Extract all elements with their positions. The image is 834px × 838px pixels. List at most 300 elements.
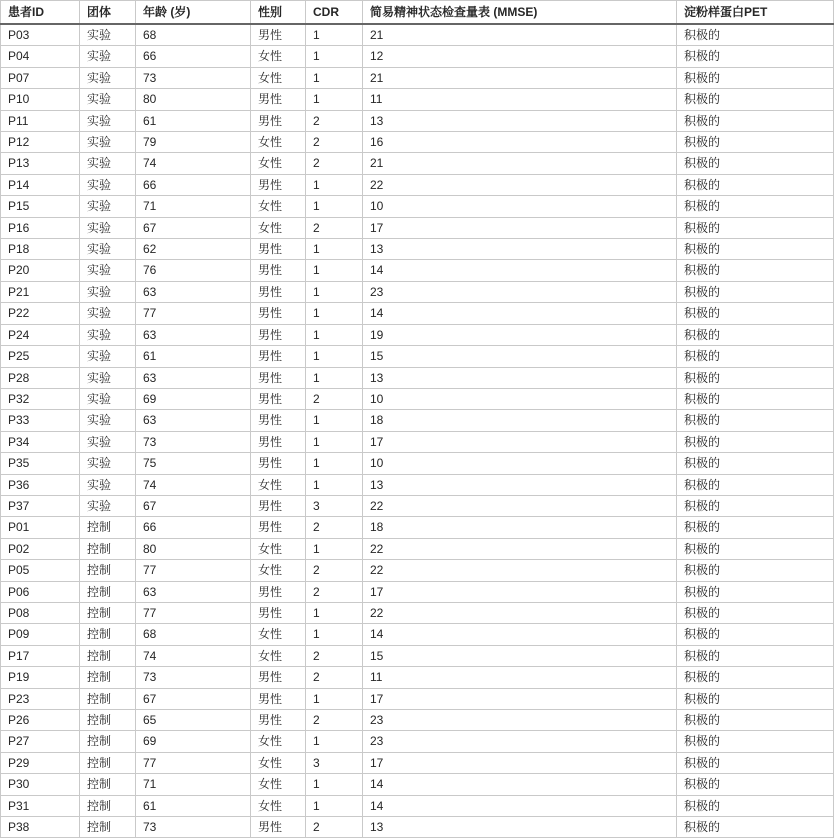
cell-age: 71 xyxy=(136,774,251,795)
table-row xyxy=(1,110,834,131)
cell-age: 66 xyxy=(136,517,251,538)
cell-patient-id: P13 xyxy=(1,153,80,174)
table-row xyxy=(1,217,834,238)
cell-sex: 女性 xyxy=(251,474,306,495)
cell-cdr: 2 xyxy=(306,560,363,581)
cell-sex: 男性 xyxy=(251,239,306,260)
cell-amyloid-pet: 积极的 xyxy=(677,239,834,260)
cell-amyloid-pet: 积极的 xyxy=(677,24,834,46)
cell-mmse: 23 xyxy=(363,710,677,731)
cell-patient-id: P08 xyxy=(1,602,80,623)
cell-patient-id: P29 xyxy=(1,752,80,773)
cell-age: 77 xyxy=(136,602,251,623)
cell-group: 实验 xyxy=(80,281,136,302)
cell-patient-id: P16 xyxy=(1,217,80,238)
cell-mmse: 14 xyxy=(363,795,677,816)
cell-sex: 女性 xyxy=(251,752,306,773)
cell-sex: 女性 xyxy=(251,731,306,752)
cell-amyloid-pet: 积极的 xyxy=(677,217,834,238)
cell-sex: 男性 xyxy=(251,688,306,709)
cell-patient-id: P21 xyxy=(1,281,80,302)
cell-patient-id: P14 xyxy=(1,174,80,195)
cell-sex: 女性 xyxy=(251,560,306,581)
cell-mmse: 13 xyxy=(363,367,677,388)
cell-cdr: 1 xyxy=(306,431,363,452)
cell-mmse: 13 xyxy=(363,239,677,260)
table-row xyxy=(1,324,834,345)
table-row xyxy=(1,410,834,431)
cell-amyloid-pet: 积极的 xyxy=(677,110,834,131)
table-row xyxy=(1,624,834,645)
cell-mmse: 13 xyxy=(363,474,677,495)
cell-age: 74 xyxy=(136,474,251,495)
cell-mmse: 21 xyxy=(363,67,677,88)
cell-sex: 女性 xyxy=(251,196,306,217)
cell-age: 63 xyxy=(136,281,251,302)
cell-mmse: 22 xyxy=(363,174,677,195)
cell-cdr: 1 xyxy=(306,774,363,795)
cell-age: 74 xyxy=(136,645,251,666)
cell-group: 实验 xyxy=(80,110,136,131)
cell-sex: 男性 xyxy=(251,324,306,345)
cell-mmse: 12 xyxy=(363,46,677,67)
cell-patient-id: P24 xyxy=(1,324,80,345)
table-row xyxy=(1,517,834,538)
cell-age: 68 xyxy=(136,24,251,46)
cell-group: 实验 xyxy=(80,367,136,388)
cell-group: 控制 xyxy=(80,774,136,795)
cell-cdr: 2 xyxy=(306,153,363,174)
cell-group: 实验 xyxy=(80,153,136,174)
table-row xyxy=(1,581,834,602)
cell-sex: 男性 xyxy=(251,303,306,324)
cell-amyloid-pet: 积极的 xyxy=(677,560,834,581)
cell-age: 80 xyxy=(136,89,251,110)
cell-mmse: 18 xyxy=(363,410,677,431)
cell-cdr: 1 xyxy=(306,174,363,195)
table-row xyxy=(1,174,834,195)
cell-amyloid-pet: 积极的 xyxy=(677,89,834,110)
cell-mmse: 19 xyxy=(363,324,677,345)
cell-mmse: 22 xyxy=(363,538,677,559)
cell-age: 61 xyxy=(136,795,251,816)
table-row xyxy=(1,752,834,773)
cell-cdr: 1 xyxy=(306,731,363,752)
table-row xyxy=(1,388,834,409)
cell-patient-id: P19 xyxy=(1,667,80,688)
table-row xyxy=(1,710,834,731)
cell-cdr: 1 xyxy=(306,24,363,46)
cell-age: 77 xyxy=(136,752,251,773)
cell-cdr: 2 xyxy=(306,110,363,131)
cell-age: 61 xyxy=(136,346,251,367)
cell-age: 68 xyxy=(136,624,251,645)
cell-group: 实验 xyxy=(80,453,136,474)
cell-group: 实验 xyxy=(80,217,136,238)
cell-cdr: 1 xyxy=(306,367,363,388)
cell-sex: 男性 xyxy=(251,24,306,46)
cell-cdr: 2 xyxy=(306,581,363,602)
table-row xyxy=(1,474,834,495)
cell-mmse: 23 xyxy=(363,731,677,752)
cell-cdr: 1 xyxy=(306,795,363,816)
cell-mmse: 22 xyxy=(363,560,677,581)
table-row xyxy=(1,817,834,838)
cell-mmse: 10 xyxy=(363,453,677,474)
cell-group: 实验 xyxy=(80,388,136,409)
table-row xyxy=(1,89,834,110)
table-row xyxy=(1,667,834,688)
table-row xyxy=(1,688,834,709)
cell-cdr: 1 xyxy=(306,324,363,345)
table-row xyxy=(1,132,834,153)
cell-age: 73 xyxy=(136,817,251,838)
cell-group: 实验 xyxy=(80,324,136,345)
cell-group: 控制 xyxy=(80,731,136,752)
cell-age: 74 xyxy=(136,153,251,174)
cell-sex: 男性 xyxy=(251,410,306,431)
cell-cdr: 1 xyxy=(306,239,363,260)
table-row xyxy=(1,153,834,174)
cell-group: 实验 xyxy=(80,174,136,195)
cell-amyloid-pet: 积极的 xyxy=(677,46,834,67)
cell-group: 实验 xyxy=(80,431,136,452)
cell-mmse: 21 xyxy=(363,24,677,46)
cell-sex: 男性 xyxy=(251,346,306,367)
cell-cdr: 1 xyxy=(306,260,363,281)
table-body xyxy=(1,24,834,838)
column-header-mmse: 简易精神状态检查量表 (MMSE) xyxy=(363,1,677,25)
cell-mmse: 10 xyxy=(363,196,677,217)
cell-group: 实验 xyxy=(80,239,136,260)
table-row xyxy=(1,24,834,46)
table-row xyxy=(1,453,834,474)
cell-age: 71 xyxy=(136,196,251,217)
cell-patient-id: P15 xyxy=(1,196,80,217)
cell-age: 63 xyxy=(136,324,251,345)
cell-age: 66 xyxy=(136,174,251,195)
table-row xyxy=(1,239,834,260)
cell-mmse: 22 xyxy=(363,495,677,516)
cell-group: 控制 xyxy=(80,710,136,731)
cell-sex: 男性 xyxy=(251,174,306,195)
table-row xyxy=(1,303,834,324)
cell-cdr: 1 xyxy=(306,89,363,110)
cell-patient-id: P28 xyxy=(1,367,80,388)
cell-amyloid-pet: 积极的 xyxy=(677,774,834,795)
cell-cdr: 2 xyxy=(306,645,363,666)
cell-patient-id: P26 xyxy=(1,710,80,731)
cell-amyloid-pet: 积极的 xyxy=(677,538,834,559)
cell-cdr: 1 xyxy=(306,624,363,645)
cell-amyloid-pet: 积极的 xyxy=(677,602,834,623)
column-header-patient-id: 患者ID xyxy=(1,1,80,25)
cell-sex: 男性 xyxy=(251,431,306,452)
cell-patient-id: P12 xyxy=(1,132,80,153)
table-row xyxy=(1,538,834,559)
cell-patient-id: P11 xyxy=(1,110,80,131)
cell-patient-id: P20 xyxy=(1,260,80,281)
cell-amyloid-pet: 积极的 xyxy=(677,67,834,88)
cell-amyloid-pet: 积极的 xyxy=(677,388,834,409)
cell-patient-id: P22 xyxy=(1,303,80,324)
cell-group: 实验 xyxy=(80,346,136,367)
cell-amyloid-pet: 积极的 xyxy=(677,132,834,153)
cell-mmse: 13 xyxy=(363,817,677,838)
cell-mmse: 17 xyxy=(363,688,677,709)
cell-age: 66 xyxy=(136,46,251,67)
cell-age: 69 xyxy=(136,731,251,752)
cell-age: 63 xyxy=(136,581,251,602)
cell-sex: 男性 xyxy=(251,667,306,688)
cell-mmse: 15 xyxy=(363,645,677,666)
table-row xyxy=(1,346,834,367)
cell-mmse: 10 xyxy=(363,388,677,409)
table-row xyxy=(1,67,834,88)
cell-mmse: 14 xyxy=(363,303,677,324)
cell-group: 实验 xyxy=(80,46,136,67)
cell-amyloid-pet: 积极的 xyxy=(677,474,834,495)
cell-patient-id: P25 xyxy=(1,346,80,367)
cell-age: 63 xyxy=(136,367,251,388)
cell-sex: 女性 xyxy=(251,645,306,666)
table-row xyxy=(1,795,834,816)
cell-sex: 女性 xyxy=(251,538,306,559)
cell-mmse: 16 xyxy=(363,132,677,153)
cell-cdr: 2 xyxy=(306,217,363,238)
cell-amyloid-pet: 积极的 xyxy=(677,817,834,838)
cell-patient-id: P10 xyxy=(1,89,80,110)
cell-group: 实验 xyxy=(80,495,136,516)
table-row xyxy=(1,560,834,581)
cell-patient-id: P30 xyxy=(1,774,80,795)
cell-sex: 男性 xyxy=(251,453,306,474)
cell-cdr: 1 xyxy=(306,281,363,302)
cell-sex: 女性 xyxy=(251,67,306,88)
cell-sex: 女性 xyxy=(251,624,306,645)
cell-sex: 女性 xyxy=(251,217,306,238)
cell-patient-id: P17 xyxy=(1,645,80,666)
cell-age: 63 xyxy=(136,410,251,431)
cell-patient-id: P07 xyxy=(1,67,80,88)
cell-sex: 男性 xyxy=(251,710,306,731)
cell-patient-id: P34 xyxy=(1,431,80,452)
cell-amyloid-pet: 积极的 xyxy=(677,196,834,217)
cell-cdr: 2 xyxy=(306,710,363,731)
cell-amyloid-pet: 积极的 xyxy=(677,795,834,816)
cell-mmse: 23 xyxy=(363,281,677,302)
cell-age: 73 xyxy=(136,431,251,452)
cell-mmse: 21 xyxy=(363,153,677,174)
table-row xyxy=(1,431,834,452)
cell-amyloid-pet: 积极的 xyxy=(677,324,834,345)
cell-cdr: 2 xyxy=(306,817,363,838)
cell-sex: 男性 xyxy=(251,581,306,602)
cell-amyloid-pet: 积极的 xyxy=(677,303,834,324)
cell-sex: 男性 xyxy=(251,89,306,110)
cell-group: 控制 xyxy=(80,560,136,581)
cell-sex: 女性 xyxy=(251,132,306,153)
cell-age: 61 xyxy=(136,110,251,131)
column-header-cdr: CDR xyxy=(306,1,363,25)
table-row xyxy=(1,196,834,217)
table-row xyxy=(1,645,834,666)
cell-patient-id: P06 xyxy=(1,581,80,602)
cell-patient-id: P02 xyxy=(1,538,80,559)
cell-age: 67 xyxy=(136,688,251,709)
cell-group: 实验 xyxy=(80,303,136,324)
cell-amyloid-pet: 积极的 xyxy=(677,517,834,538)
cell-cdr: 1 xyxy=(306,453,363,474)
cell-cdr: 1 xyxy=(306,46,363,67)
cell-group: 实验 xyxy=(80,132,136,153)
table-row xyxy=(1,281,834,302)
cell-sex: 女性 xyxy=(251,46,306,67)
cell-mmse: 11 xyxy=(363,667,677,688)
cell-group: 控制 xyxy=(80,581,136,602)
cell-patient-id: P27 xyxy=(1,731,80,752)
column-header-age: 年龄 (岁) xyxy=(136,1,251,25)
cell-sex: 女性 xyxy=(251,153,306,174)
cell-amyloid-pet: 积极的 xyxy=(677,260,834,281)
cell-patient-id: P05 xyxy=(1,560,80,581)
cell-sex: 男性 xyxy=(251,602,306,623)
cell-age: 69 xyxy=(136,388,251,409)
table-row xyxy=(1,46,834,67)
table-row xyxy=(1,731,834,752)
column-header-amyloid-pet: 淀粉样蛋白PET xyxy=(677,1,834,25)
cell-group: 实验 xyxy=(80,260,136,281)
cell-patient-id: P32 xyxy=(1,388,80,409)
cell-mmse: 14 xyxy=(363,260,677,281)
cell-amyloid-pet: 积极的 xyxy=(677,667,834,688)
cell-cdr: 1 xyxy=(306,346,363,367)
table-row xyxy=(1,602,834,623)
cell-patient-id: P36 xyxy=(1,474,80,495)
cell-amyloid-pet: 积极的 xyxy=(677,453,834,474)
cell-sex: 男性 xyxy=(251,281,306,302)
cell-patient-id: P18 xyxy=(1,239,80,260)
cell-cdr: 2 xyxy=(306,517,363,538)
cell-amyloid-pet: 积极的 xyxy=(677,153,834,174)
cell-group: 实验 xyxy=(80,89,136,110)
table-header-row xyxy=(1,1,834,25)
cell-group: 实验 xyxy=(80,410,136,431)
cell-sex: 男性 xyxy=(251,388,306,409)
cell-sex: 女性 xyxy=(251,795,306,816)
cell-sex: 男性 xyxy=(251,517,306,538)
cell-cdr: 1 xyxy=(306,196,363,217)
cell-age: 65 xyxy=(136,710,251,731)
cell-group: 控制 xyxy=(80,624,136,645)
cell-cdr: 1 xyxy=(306,303,363,324)
cell-sex: 男性 xyxy=(251,817,306,838)
cell-group: 实验 xyxy=(80,474,136,495)
cell-amyloid-pet: 积极的 xyxy=(677,581,834,602)
cell-group: 控制 xyxy=(80,688,136,709)
column-header-sex: 性别 xyxy=(251,1,306,25)
cell-age: 77 xyxy=(136,560,251,581)
cell-mmse: 17 xyxy=(363,752,677,773)
cell-cdr: 3 xyxy=(306,752,363,773)
cell-sex: 男性 xyxy=(251,110,306,131)
cell-group: 控制 xyxy=(80,817,136,838)
table-row xyxy=(1,367,834,388)
cell-mmse: 13 xyxy=(363,110,677,131)
cell-group: 控制 xyxy=(80,517,136,538)
cell-age: 73 xyxy=(136,667,251,688)
cell-mmse: 14 xyxy=(363,624,677,645)
cell-cdr: 1 xyxy=(306,602,363,623)
cell-amyloid-pet: 积极的 xyxy=(677,752,834,773)
table-row xyxy=(1,495,834,516)
cell-age: 80 xyxy=(136,538,251,559)
cell-amyloid-pet: 积极的 xyxy=(677,410,834,431)
cell-amyloid-pet: 积极的 xyxy=(677,281,834,302)
cell-cdr: 1 xyxy=(306,410,363,431)
cell-patient-id: P33 xyxy=(1,410,80,431)
cell-patient-id: P04 xyxy=(1,46,80,67)
cell-group: 控制 xyxy=(80,795,136,816)
cell-mmse: 17 xyxy=(363,581,677,602)
cell-amyloid-pet: 积极的 xyxy=(677,624,834,645)
cell-amyloid-pet: 积极的 xyxy=(677,346,834,367)
cell-group: 控制 xyxy=(80,752,136,773)
cell-group: 控制 xyxy=(80,602,136,623)
cell-group: 实验 xyxy=(80,24,136,46)
cell-amyloid-pet: 积极的 xyxy=(677,174,834,195)
cell-patient-id: P38 xyxy=(1,817,80,838)
cell-age: 76 xyxy=(136,260,251,281)
cell-sex: 男性 xyxy=(251,367,306,388)
cell-group: 实验 xyxy=(80,67,136,88)
cell-patient-id: P01 xyxy=(1,517,80,538)
cell-patient-id: P31 xyxy=(1,795,80,816)
cell-mmse: 17 xyxy=(363,431,677,452)
cell-patient-id: P03 xyxy=(1,24,80,46)
cell-patient-id: P37 xyxy=(1,495,80,516)
cell-sex: 女性 xyxy=(251,774,306,795)
cell-patient-id: P09 xyxy=(1,624,80,645)
cell-sex: 男性 xyxy=(251,260,306,281)
cell-age: 67 xyxy=(136,495,251,516)
cell-cdr: 2 xyxy=(306,667,363,688)
cell-cdr: 2 xyxy=(306,132,363,153)
cell-group: 控制 xyxy=(80,667,136,688)
cell-patient-id: P35 xyxy=(1,453,80,474)
cell-group: 实验 xyxy=(80,196,136,217)
cell-age: 62 xyxy=(136,239,251,260)
cell-age: 67 xyxy=(136,217,251,238)
cell-age: 75 xyxy=(136,453,251,474)
cell-cdr: 1 xyxy=(306,538,363,559)
cell-age: 77 xyxy=(136,303,251,324)
cell-amyloid-pet: 积极的 xyxy=(677,495,834,516)
cell-mmse: 15 xyxy=(363,346,677,367)
cell-cdr: 1 xyxy=(306,67,363,88)
cell-amyloid-pet: 积极的 xyxy=(677,431,834,452)
cell-mmse: 17 xyxy=(363,217,677,238)
cell-age: 79 xyxy=(136,132,251,153)
cell-sex: 男性 xyxy=(251,495,306,516)
cell-cdr: 3 xyxy=(306,495,363,516)
table-row xyxy=(1,260,834,281)
cell-amyloid-pet: 积极的 xyxy=(677,688,834,709)
cell-patient-id: P23 xyxy=(1,688,80,709)
cell-mmse: 22 xyxy=(363,602,677,623)
table-row xyxy=(1,774,834,795)
cell-amyloid-pet: 积极的 xyxy=(677,367,834,388)
